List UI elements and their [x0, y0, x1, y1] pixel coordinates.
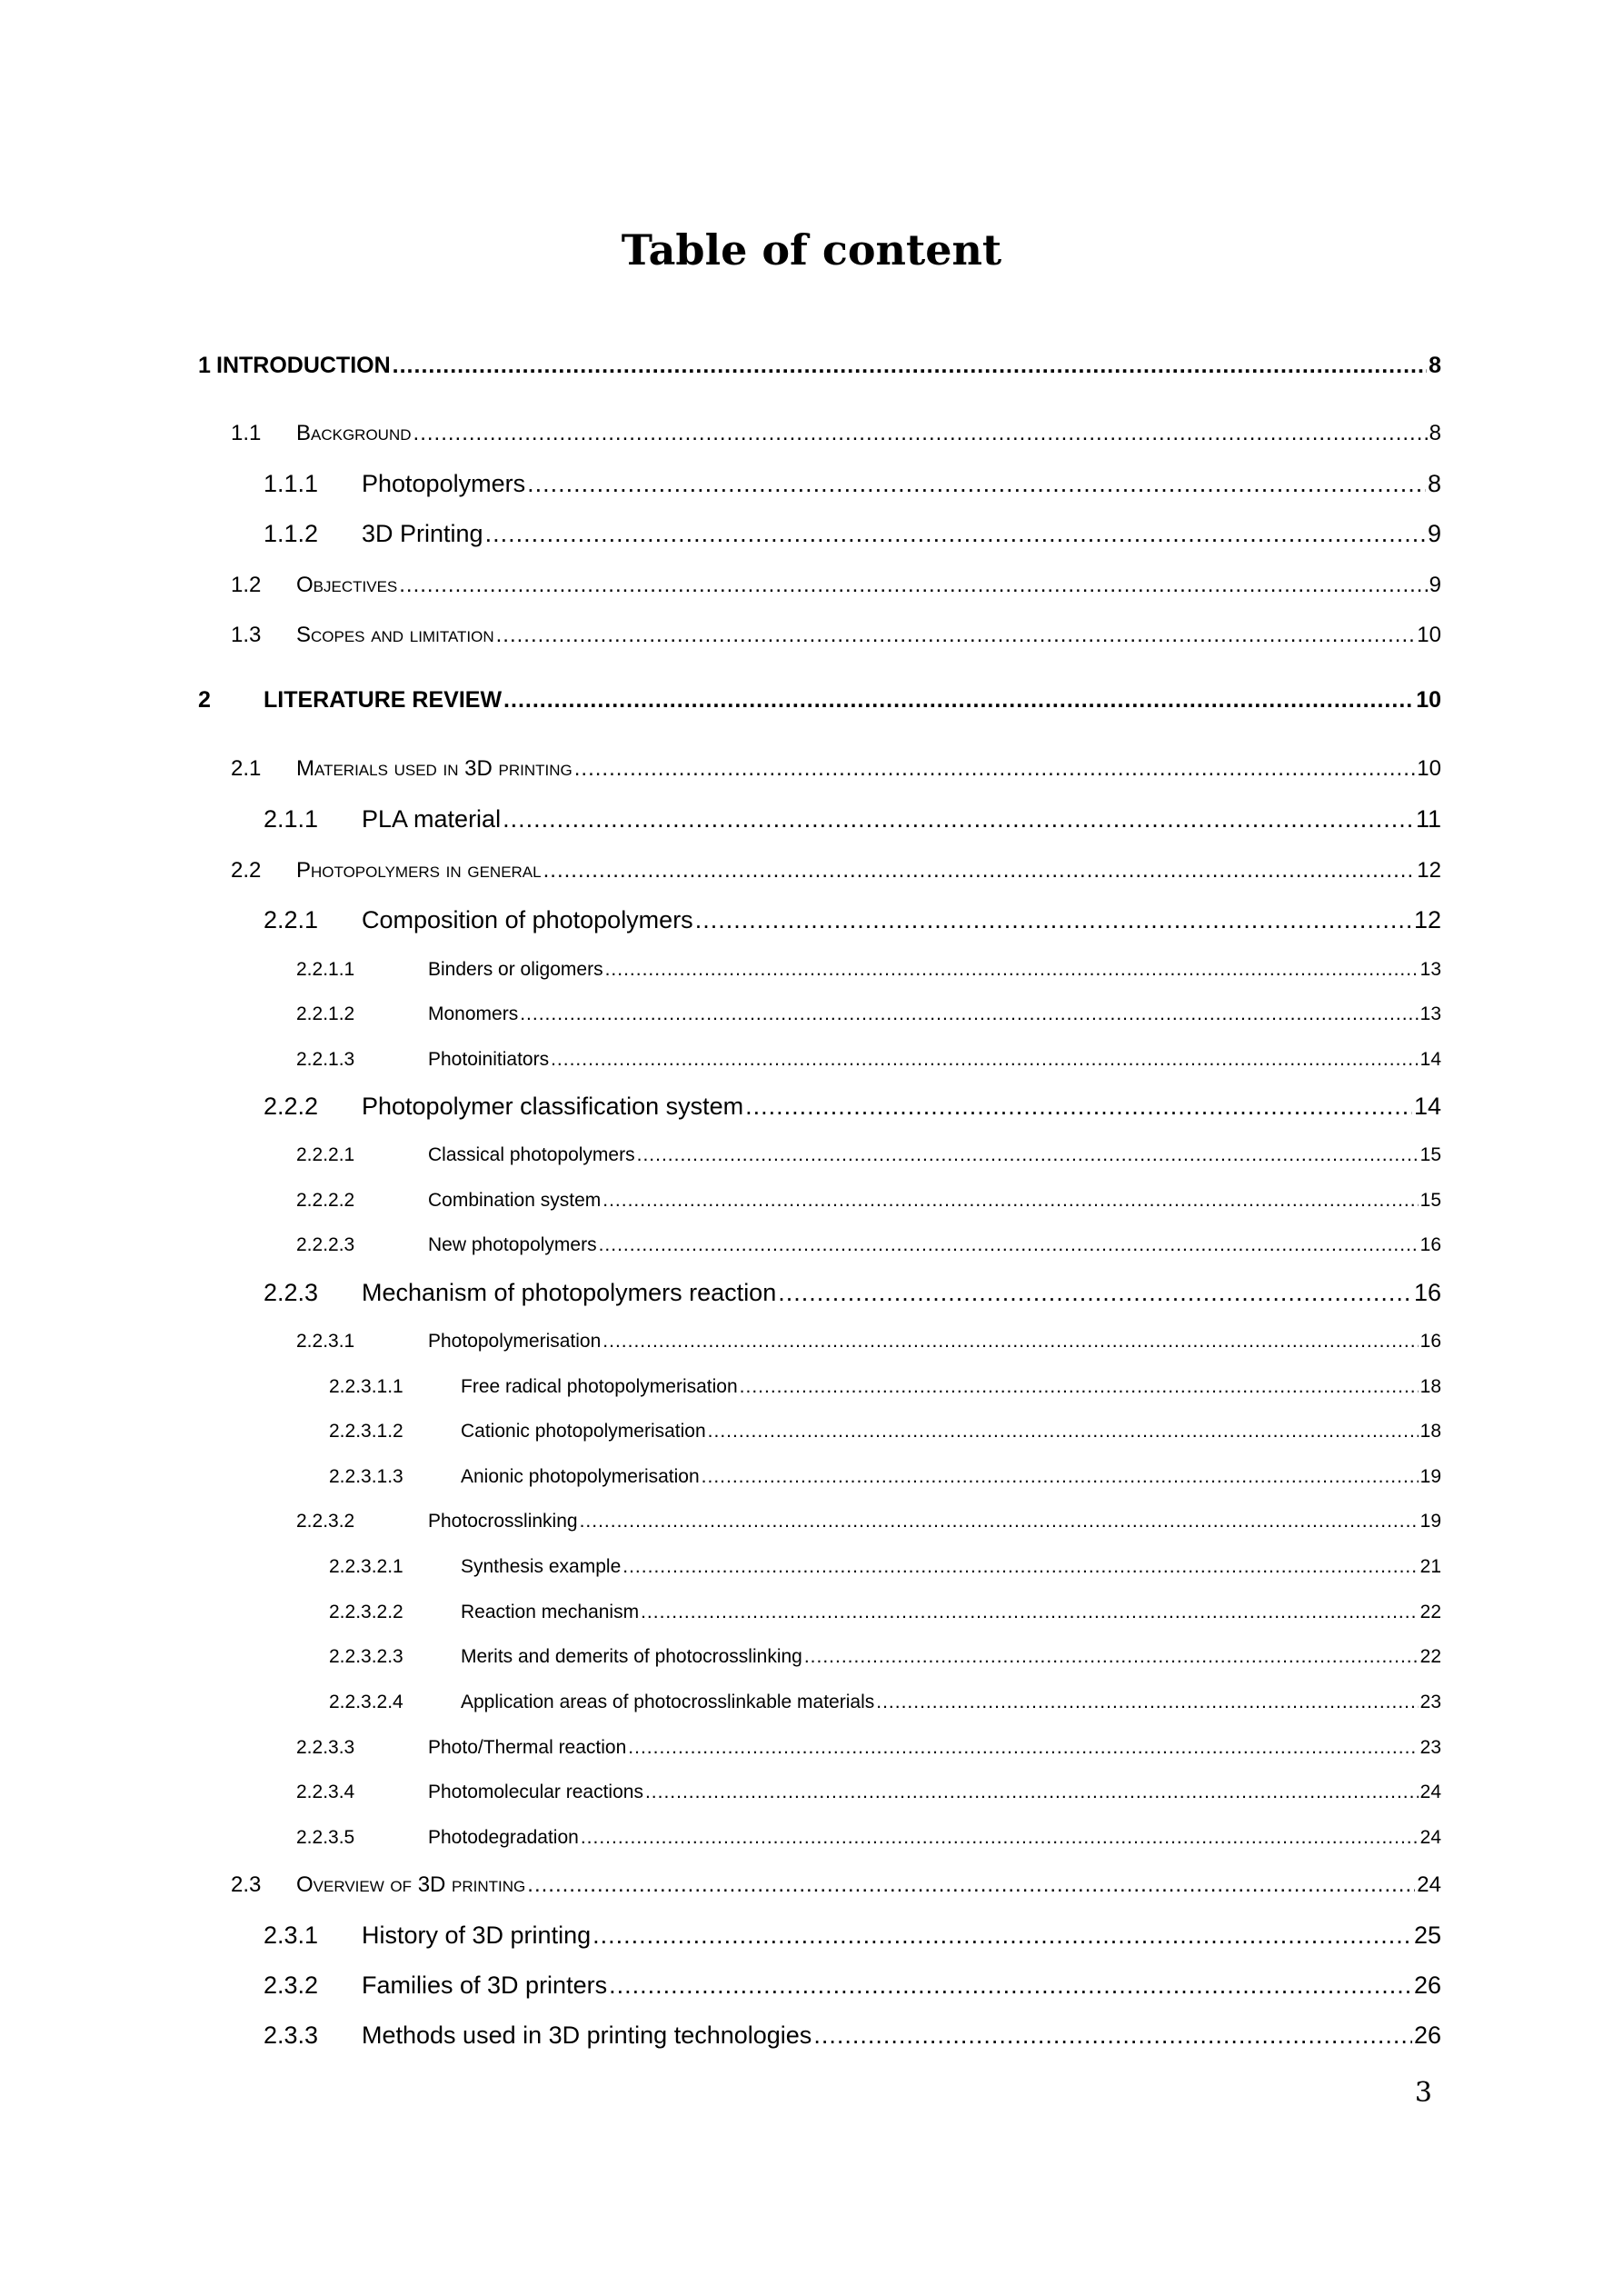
toc-entry-page: 19: [1419, 1466, 1441, 1487]
toc-entry-label: Photopolymer classification system: [362, 1093, 744, 1120]
toc-entry-page: 24: [1417, 1872, 1441, 1897]
toc-entry-label: Anionic photopolymerisation: [461, 1466, 700, 1487]
toc-entry[interactable]: [231, 421, 1441, 446]
toc-leader: [876, 1692, 1418, 1713]
toc-entry[interactable]: [296, 1827, 1441, 1849]
toc-entry[interactable]: [231, 1872, 1441, 1898]
toc-entry-page: 16: [1413, 1279, 1441, 1306]
toc-entry[interactable]: [231, 623, 1441, 648]
toc-leader: [413, 421, 1428, 446]
toc-entry-number: 2.2.3: [264, 1279, 319, 1306]
toc-entry-label: Photopolymers in general: [296, 858, 542, 883]
toc-entry-number: 2.2.3.1.3: [329, 1466, 403, 1487]
toc-entry[interactable]: [329, 1421, 1441, 1442]
toc-entry-number: 2.2.3.2.3: [329, 1646, 403, 1667]
toc-entry-label: Methods used in 3D printing technologies: [362, 2021, 812, 2049]
toc-entry-page: 8: [1429, 353, 1441, 378]
toc-entry[interactable]: [296, 1003, 1441, 1025]
toc-entry-page: 13: [1419, 959, 1441, 980]
toc-entry[interactable]: [296, 1190, 1441, 1212]
toc-entry-label: Application areas of photocrosslinkable materials: [461, 1692, 875, 1712]
toc-leader: [527, 470, 1426, 498]
toc-leader: [393, 353, 1427, 379]
toc-entry-page: 16: [1419, 1331, 1441, 1352]
toc-entry-label: Materials used in 3D printing: [296, 756, 573, 781]
toc-entry-label: Objectives: [296, 573, 398, 597]
toc-leader: [637, 1144, 1419, 1166]
toc-entry[interactable]: [231, 756, 1441, 782]
toc-entry-page: 23: [1419, 1737, 1441, 1758]
toc-entry[interactable]: [329, 1556, 1441, 1578]
toc-entry-page: 22: [1419, 1646, 1441, 1667]
toc-entry-number: 2.3.2: [264, 1972, 319, 1999]
toc-entry-label: Photopolymerisation: [428, 1331, 602, 1352]
toc-entry-number: 2.3: [231, 1872, 262, 1897]
toc-entry-page: 18: [1419, 1421, 1441, 1442]
toc-entry-label: Families of 3D printers: [362, 1972, 608, 1999]
toc-leader: [622, 1556, 1418, 1578]
toc-leader: [605, 959, 1419, 981]
toc-entry-label: Photomolecular reactions: [428, 1782, 643, 1802]
toc-entry-page: 26: [1413, 1972, 1441, 1999]
toc-entry-page: 25: [1413, 1922, 1441, 1949]
toc-entry-page: 8: [1429, 421, 1441, 445]
toc-entry-label: Merits and demerits of photocrosslinking: [461, 1646, 802, 1667]
toc-leader: [580, 1511, 1419, 1532]
toc-entry-page: 21: [1419, 1556, 1441, 1577]
toc-entry-number: 1: [198, 353, 211, 378]
toc-entry[interactable]: [329, 1466, 1441, 1488]
toc-leader: [520, 1003, 1418, 1025]
toc-entry-page: 14: [1413, 1093, 1441, 1120]
toc-entry-label: Synthesis example: [461, 1556, 622, 1577]
toc-entry[interactable]: [296, 1331, 1441, 1353]
toc-entry-page: 11: [1415, 805, 1441, 833]
toc-entry-number: 2.2.1.2: [296, 1003, 355, 1024]
toc-entry[interactable]: [296, 1234, 1441, 1256]
toc-entry-number: 2.2.3.2.1: [329, 1556, 403, 1577]
toc-entry-number: 1.2: [231, 573, 262, 597]
toc-entry-label: PLA material: [362, 805, 502, 833]
toc-leader: [592, 1922, 1412, 1950]
toc-entry[interactable]: [329, 1602, 1441, 1623]
toc-entry-label: LITERATURE REVIEW: [264, 687, 503, 713]
toc-entry-label: New photopolymers: [428, 1234, 597, 1255]
toc-leader: [745, 1093, 1412, 1121]
toc-leader: [645, 1782, 1419, 1803]
toc-entry-number: 2.2.2.3: [296, 1234, 355, 1255]
toc-leader: [641, 1602, 1419, 1623]
toc-entry-page: 23: [1419, 1692, 1441, 1712]
toc-entry-label: Photodegradation: [428, 1827, 579, 1848]
toc-entry-label: Monomers: [428, 1003, 519, 1024]
toc-entry-label: Photopolymers: [362, 470, 526, 497]
toc-entry-page: 9: [1427, 520, 1441, 547]
toc-entry[interactable]: [264, 805, 1441, 834]
toc-entry[interactable]: [296, 959, 1441, 981]
toc-entry[interactable]: [329, 1376, 1441, 1398]
toc-entry-number: 1.3: [231, 623, 262, 647]
toc-entry[interactable]: [231, 858, 1441, 883]
toc-entry-number: 1.1.1: [264, 470, 319, 497]
toc-entry[interactable]: [198, 353, 1441, 379]
toc-leader: [551, 1049, 1419, 1071]
toc-entry-page: 10: [1417, 623, 1441, 647]
toc-entry-number: 2.2.3.5: [296, 1827, 355, 1848]
toc-entry-label: INTRODUCTION: [216, 353, 391, 378]
toc-leader: [804, 1646, 1419, 1668]
toc-entry[interactable]: [264, 2021, 1441, 2050]
toc-entry[interactable]: [264, 1972, 1441, 2000]
toc-entry-label: Photocrosslinking: [428, 1511, 578, 1532]
toc-entry-label: Overview of 3D printing: [296, 1872, 526, 1897]
toc-entry-page: 15: [1419, 1190, 1441, 1211]
toc-entry-number: 2.2.3.2: [296, 1511, 355, 1532]
toc-entry-page: 10: [1416, 687, 1441, 713]
toc-entry-number: 2: [198, 687, 211, 713]
toc-entry[interactable]: [296, 1049, 1441, 1071]
toc-entry-number: 2.2.3.3: [296, 1737, 355, 1758]
toc-entry-number: 1.1.2: [264, 520, 319, 547]
toc-entry[interactable]: [329, 1692, 1441, 1713]
toc-leader: [813, 2021, 1412, 2050]
toc-entry-label: 3D Printing: [362, 520, 483, 547]
toc-entry[interactable]: [198, 687, 1441, 714]
toc-entry[interactable]: [231, 573, 1441, 598]
toc-entry-label: Combination system: [428, 1190, 602, 1211]
toc-leader: [778, 1279, 1412, 1307]
toc-entry-number: 2.2.3.4: [296, 1782, 355, 1802]
toc-entry-label: Mechanism of photopolymers reaction: [362, 1279, 777, 1306]
page-number: 3: [1414, 2077, 1432, 2109]
toc-entry-page: 12: [1413, 906, 1441, 933]
toc-leader: [628, 1737, 1418, 1759]
toc-entry-page: 18: [1419, 1376, 1441, 1397]
toc-entry-page: 24: [1419, 1782, 1441, 1802]
toc-entry-number: 2.2: [231, 858, 262, 883]
toc-entry-label: Photo/Thermal reaction: [428, 1737, 627, 1758]
toc-entry-page: 8: [1427, 470, 1441, 497]
toc-entry-label: Reaction mechanism: [461, 1602, 640, 1622]
toc-entry-label: Free radical photopolymerisation: [461, 1376, 738, 1397]
toc-entry-page: 14: [1419, 1049, 1441, 1070]
toc-entry-label: Composition of photopolymers: [362, 906, 693, 933]
toc-entry-page: 10: [1417, 756, 1441, 781]
toc-entry-number: 2.2.3.2.2: [329, 1602, 403, 1622]
toc-entry-label: History of 3D printing: [362, 1922, 592, 1949]
toc-entry-number: 2.2.3.2.4: [329, 1692, 403, 1712]
toc-leader: [599, 1234, 1419, 1256]
toc-entry[interactable]: [264, 1279, 1441, 1307]
toc-entry[interactable]: [296, 1782, 1441, 1803]
toc-entry-number: 2.2.2: [264, 1093, 319, 1120]
toc-leader: [574, 756, 1416, 782]
toc-entry-label: Photoinitiators: [428, 1049, 550, 1070]
toc-entry[interactable]: [296, 1511, 1441, 1532]
toc-entry-number: 2.2.3.1: [296, 1331, 355, 1352]
toc-entry[interactable]: [296, 1144, 1441, 1166]
toc-leader: [609, 1972, 1412, 2000]
toc-entry-page: 12: [1417, 858, 1441, 883]
toc-entry[interactable]: [264, 906, 1441, 934]
toc-entry[interactable]: [264, 1922, 1441, 1950]
toc-entry-number: 2.1: [231, 756, 262, 781]
toc-entry-number: 2.1.1: [264, 805, 319, 833]
toc-leader: [740, 1376, 1419, 1398]
toc-entry-label: Scopes and limitation: [296, 623, 494, 647]
toc-leader: [485, 520, 1426, 548]
page-title: Table of content: [621, 225, 1002, 275]
toc-entry-label: Classical photopolymers: [428, 1144, 635, 1165]
toc-leader: [708, 1421, 1419, 1442]
toc-entry-label: Cationic photopolymerisation: [461, 1421, 706, 1442]
toc-leader: [702, 1466, 1419, 1488]
toc-entry-number: 2.2.2.2: [296, 1190, 355, 1211]
toc-leader: [602, 1190, 1418, 1212]
toc-entry-page: 9: [1429, 573, 1441, 597]
toc-leader: [543, 858, 1416, 883]
toc-entry-page: 26: [1413, 2021, 1441, 2049]
toc-leader: [581, 1827, 1419, 1849]
toc-entry-page: 15: [1419, 1144, 1441, 1165]
toc-entry-page: 19: [1419, 1511, 1441, 1532]
toc-entry[interactable]: [264, 520, 1441, 548]
toc-entry[interactable]: [264, 470, 1441, 498]
toc-leader: [503, 805, 1414, 834]
toc-entry-page: 22: [1419, 1602, 1441, 1622]
toc-entry[interactable]: [264, 1093, 1441, 1121]
toc-entry-label: Binders or oligomers: [428, 959, 603, 980]
toc-entry-number: 2.2.2.1: [296, 1144, 355, 1165]
toc-entry-number: 2.3.3: [264, 2021, 319, 2049]
toc-entry-number: 2.3.1: [264, 1922, 319, 1949]
toc-entry-page: 13: [1419, 1003, 1441, 1024]
toc-leader: [496, 623, 1416, 648]
toc-entry-number: 2.2.3.1.1: [329, 1376, 403, 1397]
toc-leader: [503, 687, 1414, 714]
toc-entry-number: 2.2.1.3: [296, 1049, 355, 1070]
toc-entry-label: Background: [296, 421, 412, 445]
toc-leader: [695, 906, 1412, 934]
toc-entry-number: 2.2.3.1.2: [329, 1421, 403, 1442]
toc-leader: [527, 1872, 1415, 1898]
toc-entry[interactable]: [296, 1737, 1441, 1759]
toc-entry-page: 24: [1419, 1827, 1441, 1848]
toc-entry[interactable]: [329, 1646, 1441, 1668]
toc-entry-page: 16: [1419, 1234, 1441, 1255]
toc-leader: [602, 1331, 1418, 1353]
toc-entry-number: 1.1: [231, 421, 262, 445]
toc-entry-number: 2.2.1: [264, 906, 319, 933]
toc-entry-number: 2.2.1.1: [296, 959, 355, 980]
toc-leader: [399, 573, 1427, 598]
